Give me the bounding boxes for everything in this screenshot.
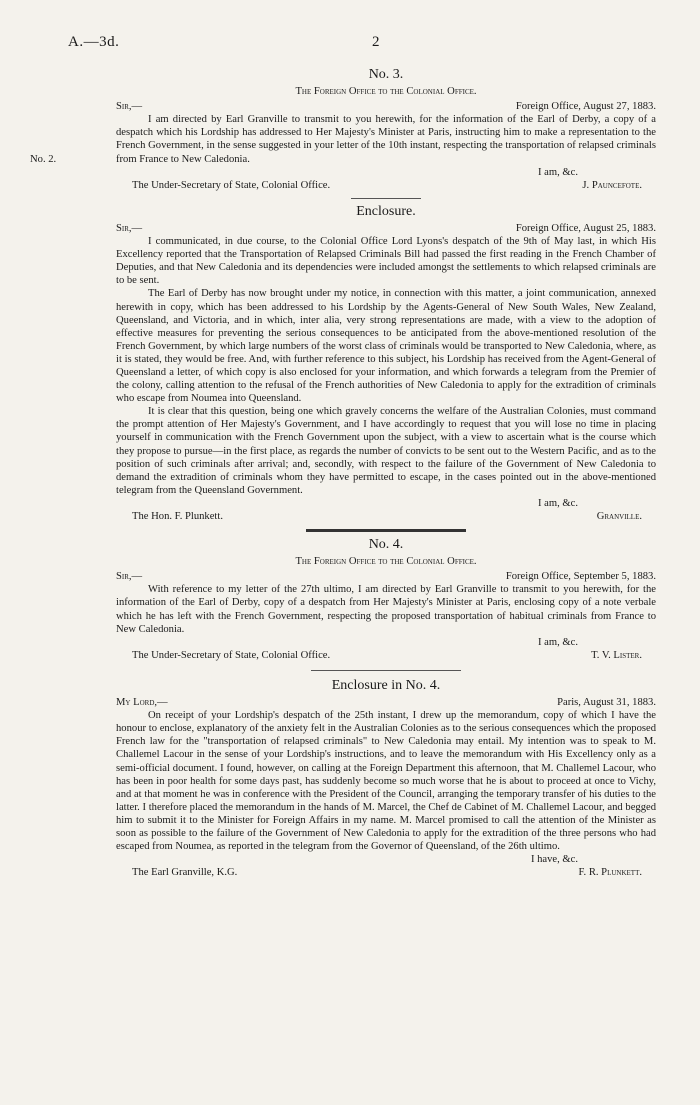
divider — [311, 670, 461, 671]
letter-number: No. 4. — [368, 537, 404, 553]
closing: I am, &c. — [537, 166, 578, 178]
closing: I am, &c. — [537, 636, 578, 648]
paragraph: The Earl of Derby has now brought under my notice, in connection with this matter, a joint communication, annexed herewith in copy, which has been addressed to his Lordship by the Agents-General of New South Wales, New Zealand, Queensland, and Victoria, and in which, inter alia, very strong representations are made, with a view to the adoption of effective measures for preventing the serious consequences to be anticipated from the above-mentioned resolution of the French Government, by which large numbers of the worst class of criminals would be transported to New Caledonia, where, as it is stated, they would be free. And, with further reference to this subject, his Lordship has received from the Agent-General of Queensland a letter, of which copy is also enclosed for your information, and which forwards a telegram from the Premier of the colony, calling attention to the refusal of the French authorities of New Caledonia to apply for the extradition of criminals who escape from Noumea into Queensland. — [116, 288, 656, 405]
place-date: Foreign Office, September 5, 1883. — [505, 571, 656, 583]
salutation: Sir,— — [116, 101, 143, 113]
page-number: 2 — [372, 34, 380, 50]
signature: F. R. Plunkett. — [578, 867, 642, 879]
document-body — [116, 64, 656, 879]
paragraph: It is clear that this question, being one which gravely concerns the welfare of the Australian Colonies, must command the prompt attention of Her Majesty's Government, and I have accordingly to request that you will lose no time in placing yourself in communication with the French Government upon the subject, with a view to ascertain what is the course which they propose to pursue—in the first place, as regards the number of convicts to be sent out to the Western Pacific, and as to the position of such criminals after arrival; and, secondly, with respect to the failure of the Government of New Caledonia to demand the extradition of criminals whom they have permitted to escape, in the cases pointed out in the above-mentioned telegram from the Queensland Government. — [116, 406, 656, 496]
letter-route: The Foreign Office to the Colonial Office. — [295, 556, 477, 568]
place-date: Foreign Office, August 25, 1883. — [515, 222, 656, 234]
closing: I am, &c. — [537, 497, 578, 509]
salutation-line — [116, 570, 656, 583]
divider — [351, 198, 421, 199]
salutation-line — [116, 100, 656, 113]
paragraph: I communicated, in due course, to the Colonial Office Lord Lyons's despatch of the 9th of May last, in which His Excellency reported that the Transportation of Relapsed Criminals Bill had passed the first reading in the French Chamber of Deputies, and that New Caledonia and its dependencies were included amongst the settlements to which relapsed criminals are to be sent. — [116, 236, 656, 287]
enclosure — [116, 205, 656, 523]
signature-line — [116, 866, 656, 879]
place-date: Foreign Office, August 27, 1883. — [515, 101, 656, 113]
addressee: The Under-Secretary of State, Colonial Office. — [132, 179, 331, 191]
enclosure-title: Enclosure in No. 4. — [331, 677, 441, 693]
salutation-line — [116, 222, 656, 235]
addressee: The Under-Secretary of State, Colonial Office. — [132, 649, 331, 661]
enclosure-in-no-4 — [116, 679, 656, 879]
letter-number: No. 3. — [368, 67, 404, 82]
signature: T. V. Lister. — [591, 649, 642, 661]
closing: I have, &c. — [530, 854, 578, 866]
addressee: The Hon. F. Plunkett. — [132, 511, 223, 522]
signature: J. Pauncefote. — [582, 179, 642, 191]
paragraph: On receipt of your Lordship's despatch of the 25th instant, I drew up the memorandum, copy of which I have the honour to enclose, explanatory of the anxiety felt in the Australian Colonies as to the serious consequences which the proposed French law for the "transportation of relapsed criminals" to New Caledonia may entail. My intention was to speak to M. Challemel Lacour in the sense of your Lordship's instructions, and to leave the memorandum with His Excellency only as a semi-official document. I found, however, on calling at the Foreign Department this afternoon, that M. Challemel Lacour, who has been in poor health for some days past, has suddenly become so much worse that he is about to proceed at once to Vichy, and at that moment he was in conference with the President of the Council, arranging the temporary transfer of his duties to the latter. I therefore placed the memorandum in the hands of M. Marcel, the Chef de Cabinet of M. Challemel Lacour, and begged him to submit it to the Minister for Foreign Affairs in my name. M. Marcel promised to call the attention of the Minister as soon as possible to the failure of the Government of New Caledonia to apply for the extradition of the three persons who had escaped from Noumea, as reported in the telegram from the Governor of Queensland, of the 26th ultimo. — [116, 710, 656, 853]
paragraph: With reference to my letter of the 27th ultimo, I am directed by Earl Granville to transmit to you herewith, for the information of the Earl of Derby, copy of a despatch from Her Majesty's Minister at Paris, enclosing copy of a note verbale which he has left with the French Government, respecting the proposed transportation of habitual criminals from France to New Caledonia. — [116, 584, 656, 635]
salutation: My Lord,— — [116, 697, 168, 709]
paragraph: I am directed by Earl Granville to transmit to you herewith, for the information of the Earl of Derby, a copy of a despatch which his Lordship has addressed to Her Majesty's Minister at Paris, instructing him to make a representation to the French Government, in the sense suggested in your letter of the 10th instant, respecting the transportation of relapsed criminals from France to New Caledonia. — [116, 114, 656, 165]
signature-line — [116, 649, 656, 662]
signature-line — [116, 510, 656, 523]
document-reference: A.—3d. — [68, 34, 120, 50]
enclosure-title: Enclosure. — [356, 203, 416, 219]
letter-no-4 — [116, 538, 656, 662]
divider — [306, 529, 466, 532]
place-date: Paris, August 31, 1883. — [557, 697, 656, 709]
salutation: Sir,— — [116, 571, 143, 583]
letter-route: The Foreign Office to the Colonial Office. — [295, 86, 477, 98]
salutation-line — [116, 696, 656, 709]
salutation: Sir,— — [116, 222, 143, 234]
signature: Granville. — [596, 511, 642, 522]
addressee: The Earl Granville, K.G. — [132, 867, 238, 879]
letter-no-3 — [116, 68, 656, 192]
margin-note: No. 2. — [30, 154, 57, 165]
signature-line — [116, 179, 656, 192]
